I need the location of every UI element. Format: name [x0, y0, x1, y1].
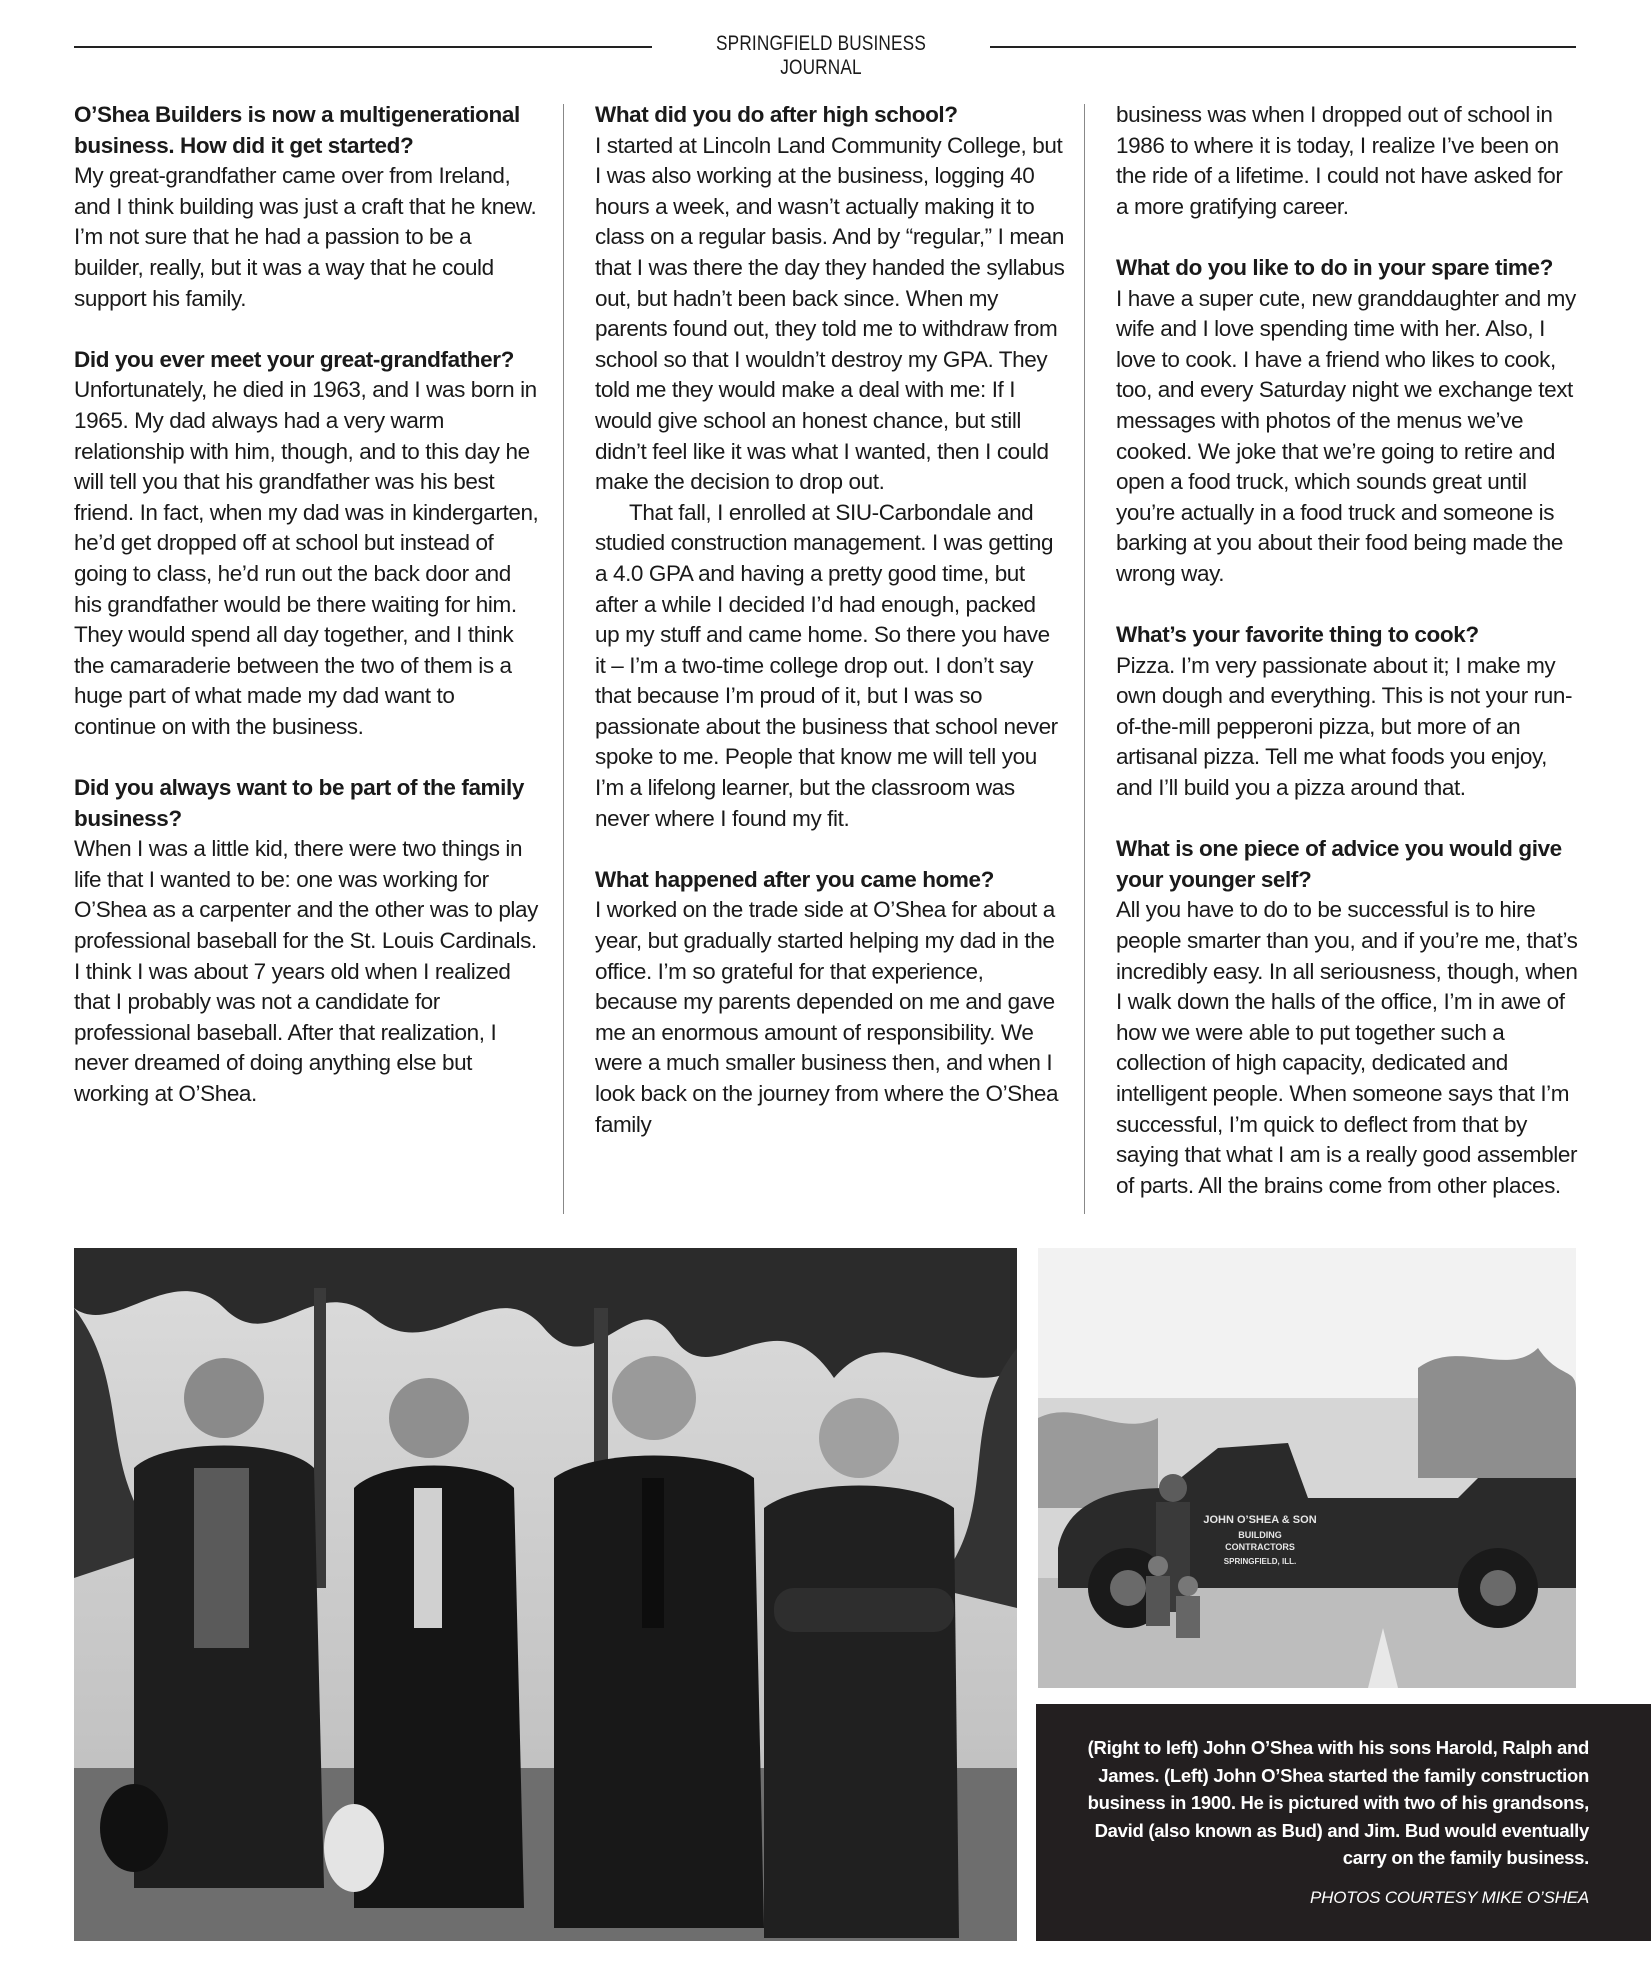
column-divider: [563, 104, 564, 1214]
question-heading: What do you like to do in your spare time?: [1116, 254, 1553, 280]
question-heading: What’s your favorite thing to cook?: [1116, 622, 1479, 648]
answer-paragraph: When I was a little kid, there were two things in life that I wanted to be: one was working for O’Shea as a carpenter and the other was to play professional baseball for the St. Louis Cardinals. I think I was about 7 years old when I realized that I probably was not a candidate for professional baseball. After that realization, I never dreamed of doing anything else but working at O’Shea.: [74, 836, 538, 1106]
question-heading: Did you always want to be part of the family business?: [74, 775, 524, 831]
photo-caption: (Right to left) John O’Shea with his sons Harold, Ralph and James. (Left) John O’Shea started the family construction business in 1900. He is pictured with two of his grandsons, David (also known as Bud) and Jim. Bud would eventually carry on the family business.: [1087, 1737, 1589, 1868]
publication-name: SPRINGFIELD BUSINESS JOURNAL: [716, 32, 926, 79]
answer-paragraph: business was when I dropped out of school in 1986 to where it is today, I realize I’ve been on the ride of a lifetime. I could not have asked for a more gratifying career.: [1116, 102, 1563, 219]
answer-paragraph: I worked on the trade side at O’Shea for about a year, but gradually started helping my dad in the office. I’m so grateful for that experience, because my parents depended on me and gave me an enormous amount of responsibility. We were a much smaller business then, and when I look back on the journey from where the O’Shea family: [595, 897, 1059, 1137]
photo-caption-box: [1036, 1704, 1651, 1941]
truck-lettering: CONTRACTORS: [1225, 1542, 1295, 1552]
photo-four-men-illustration: [74, 1248, 1017, 1941]
question-heading: O’Shea Builders is now a multigenerational business. How did it get started?: [74, 102, 520, 158]
article-column-3: [1116, 100, 1578, 1201]
answer-paragraph: All you have to do to be successful is to hire people smarter than you, and if you’re me, that’s incredibly easy. In all seriousness, though, when I walk down the halls of the office, I’m in awe of how we were able to put together such a collection of high capacity, dedicated and intelligent people. When someone says that I’m successful, I’m quick to deflect from that by saying that what I am is a really good assembler of parts. All the brains come from other places.: [1116, 897, 1578, 1198]
photo-credit: PHOTOS COURTESY MIKE O’SHEA: [1310, 1888, 1589, 1907]
answer-paragraph: That fall, I enrolled at SIU-Carbondale and studied construction management. I was getting a 4.0 GPA and having a pretty good time, but after a while I decided I’d had enough, packed up my stuff and came home. So there you have it – I’m a two-time college drop out. I don’t say that because I’m proud of it, but I was so passionate about the business that school never spoke to me. People that know me will tell you I’m a lifelong learner, but the classroom was never where I found my fit.: [595, 499, 1058, 831]
photo-four-men: [74, 1248, 1017, 1941]
header-rule-right: [990, 46, 1576, 48]
answer-paragraph: Unfortunately, he died in 1963, and I was born in 1965. My dad always had a very warm relationship with him, though, and to this day he will tell you that his grandfather was his best friend. In fact, when my dad was in kindergarten, he’d get dropped off at school but instead of going to class, he’d run out the back door and his grandfather would be there waiting for him. They would spend all day together, and I think the camaraderie between the two of them is a huge part of what made my dad want to continue on with the business.: [74, 377, 539, 739]
question-heading: What happened after you came home?: [595, 866, 994, 892]
truck-lettering: JOHN O’SHEA & SON: [1203, 1514, 1317, 1526]
column-divider: [1084, 104, 1085, 1214]
article-column-1: [74, 100, 539, 1110]
answer-paragraph: I started at Lincoln Land Community College, but I was also working at the business, logging 40 hours a week, and wasn’t actually making it to class on a regular basis. And by “regular,” I mean that I was there the day they handed the syllabus out, but hadn’t been back since. When my parents found out, they told me to withdraw from school so that I wouldn’t destroy my GPA. They told me they would make a deal with me: If I would give school an honest chance, but still didn’t feel like it was what I wanted, then I could make the decision to drop out.: [595, 132, 1065, 495]
question-heading: What is one piece of advice you would give your younger self?: [1116, 836, 1562, 892]
header-rule-left: [74, 46, 652, 48]
answer-paragraph: My great-grandfather came over from Ireland, and I think building was just a craft that he knew. I’m not sure that he had a passion to be a builder, really, but it was a way that he could support his family.: [74, 163, 537, 311]
answer-paragraph: Pizza. I’m very passionate about it; I make my own dough and everything. This is not your run-of-the-mill pepperoni pizza, but more of an artisanal pizza. Tell me what foods you enjoy, and I’ll build you a pizza around that.: [1116, 652, 1573, 801]
page-header: [74, 28, 1576, 79]
question-heading: What did you do after high school?: [595, 102, 958, 127]
photo-truck: [1038, 1248, 1576, 1688]
question-heading: Did you ever meet your great-grandfather?: [74, 346, 514, 372]
truck-lettering: BUILDING: [1238, 1530, 1282, 1540]
photo-truck-illustration: [1038, 1248, 1576, 1688]
truck-lettering: SPRINGFIELD, ILL.: [1223, 1557, 1297, 1566]
article-column-2: [595, 100, 1065, 1140]
answer-paragraph: I have a super cute, new granddaughter and my wife and I love spending time with her. Also, I love to cook. I have a friend who likes to cook, too, and every Saturday night we exchange text messages with photos of the menus we’ve cooked. We joke that we’re going to retire and open a food truck, which sounds great until you’re actually in a food truck and someone is barking at you about their food being made the wrong way.: [1116, 285, 1576, 586]
